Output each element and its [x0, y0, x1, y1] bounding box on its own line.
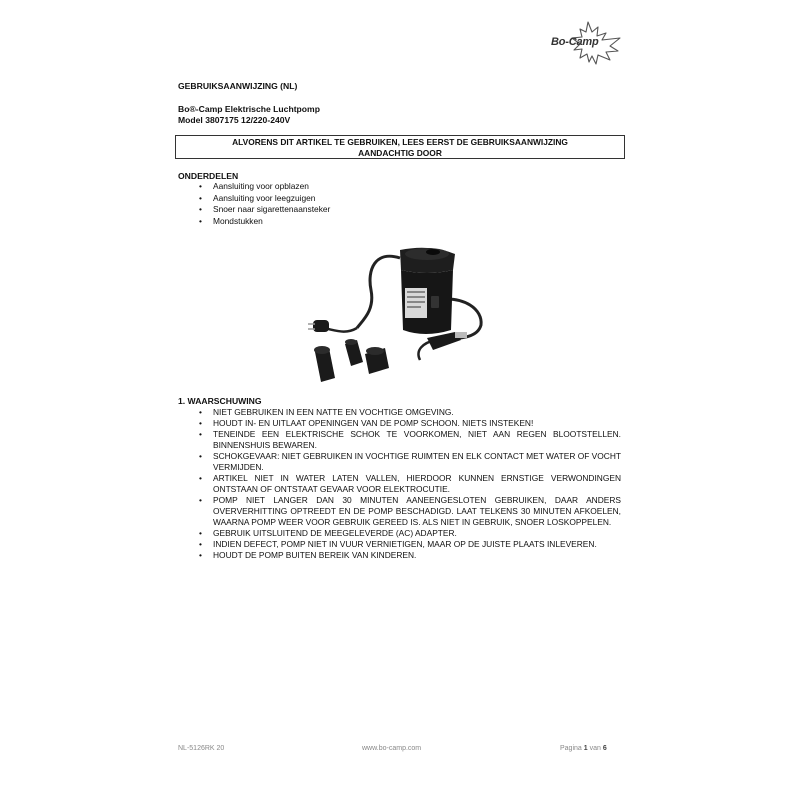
warning-heading: 1. WAARSCHUWING — [178, 396, 262, 406]
product-name: Bo®-Camp Elektrische Luchtpomp — [178, 104, 320, 114]
list-item: • Aansluiting voor leegzuigen — [178, 193, 330, 205]
list-item: • Aansluiting voor opblazen — [178, 181, 330, 193]
product-model: Model 3807175 12/220-240V — [178, 115, 291, 125]
list-item: • Snoer naar sigarettenaansteker — [178, 204, 330, 216]
list-item: • GEBRUIK UITSLUITEND DE MEEGELEVERDE (AC) ADAPTER. — [178, 528, 621, 539]
list-item: • Mondstukken — [178, 216, 330, 228]
footer-document-code: NL-5126RK 20 — [178, 745, 225, 752]
footer-page-number — [560, 745, 607, 752]
bo-camp-logo — [540, 18, 630, 66]
page-word: Pagina — [560, 745, 582, 752]
notice-line-2: AANDACHTIG DOOR — [358, 148, 442, 158]
page-separator: van — [589, 745, 601, 752]
air-pump-product-image — [305, 240, 495, 390]
parts-heading: ONDERDELEN — [178, 171, 239, 181]
footer-website: www.bo-camp.com — [362, 745, 422, 752]
list-item: • SCHOKGEVAAR: NIET GEBRUIKEN IN VOCHTIGE RUIMTEN EN ELK CONTACT MET WATER OF VOCHT VERMIJDEN. — [178, 451, 621, 473]
list-item: • POMP NIET LANGER DAN 30 MINUTEN AANEENGESLOTEN GEBRUIKEN, DAAR ANDERS OVERVERHITTING OPTREEDT EN DE POMP BESCHADIGD. LAAT TELKENS 30 MINUTEN AFKOELEN, WAARNA POMP WEER VOOR GEBRUIK GEREED IS. ALS NIET IN GEBRUIK, SNOER LOSKOPPELEN. — [178, 495, 621, 528]
list-item: • INDIEN DEFECT, POMP NIET IN VUUR VERNIETIGEN, MAAR OP DE JUISTE PLAATS INLEVEREN. — [178, 539, 621, 550]
parts-list — [178, 181, 330, 227]
notice-line-1: ALVORENS DIT ARTIKEL TE GEBRUIKEN, LEES EERST DE GEBRUIKSAANWIJZING — [232, 137, 568, 147]
logo-text: Bo-Camp — [551, 36, 599, 48]
page-total: 6 — [602, 745, 607, 752]
list-item: • NIET GEBRUIKEN IN EEN NATTE EN VOCHTIGE OMGEVING. — [178, 407, 621, 418]
list-item: • ARTIKEL NIET IN WATER LATEN VALLEN, HIERDOOR KUNNEN ERNSTIGE VERWONDINGEN ONTSTAAN OF ONTSTAAT GEVAAR VOOR ELEKTROCUTIE. — [178, 473, 621, 495]
read-first-notice — [175, 135, 625, 159]
list-item: • TENEINDE EEN ELEKTRISCHE SCHOK TE VOORKOMEN, NIET AAN REGEN BLOOTSTELLEN. BINNENSHUIS BEWAREN. — [178, 429, 621, 451]
list-item: • HOUDT IN- EN UITLAAT OPENINGEN VAN DE POMP SCHOON. NIETS INSTEKEN! — [178, 418, 621, 429]
warning-list — [178, 407, 621, 561]
page-current: 1 — [583, 745, 588, 752]
document-title: GEBRUIKSAANWIJZING (NL) — [178, 81, 298, 91]
list-item: • HOUDT DE POMP BUITEN BEREIK VAN KINDEREN. — [178, 550, 621, 561]
